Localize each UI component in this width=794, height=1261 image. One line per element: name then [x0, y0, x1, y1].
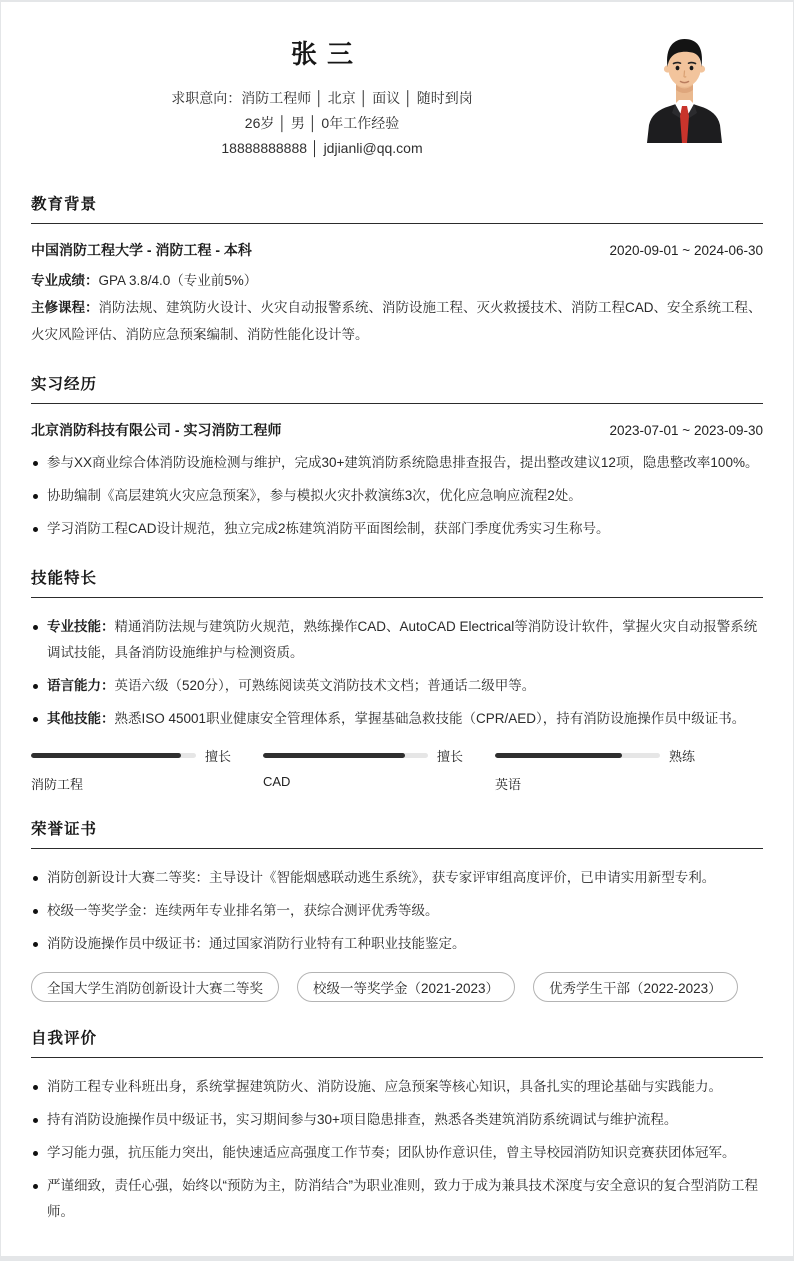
skill-item-label: 语言能力：	[47, 678, 115, 693]
resume-header	[1, 2, 793, 168]
resume-page	[1, 2, 793, 1256]
experience-bullet: 协助编制《高层建筑火灾应急预案》，参与模拟火灾扑救演练3次，优化应急响应流程2处。	[31, 483, 763, 509]
education-head-row	[31, 240, 763, 260]
self-evaluation-bullet-list	[31, 1074, 763, 1225]
honor-pill: 校级一等奖学金（2021-2023）	[297, 972, 515, 1002]
self-evaluation-bullet: 持有消防设施操作员中级证书，实习期间参与30+项目隐患排查，熟悉各类建筑消防系统调试与维护流程。	[31, 1107, 763, 1133]
header-text-block	[31, 34, 613, 160]
experience-head-row	[31, 420, 763, 440]
skill-item	[31, 614, 763, 666]
honor-bullet: 校级一等奖学金：连续两年专业排名第一，获综合测评优秀等级。	[31, 898, 763, 924]
gpa-value: GPA 3.8/4.0（专业前5%）	[98, 273, 258, 288]
skill-item-text: 熟悉ISO 45001职业健康安全管理体系，掌握基础急救技能（CPR/AED），持有消防设施操作员中级证书。	[114, 711, 746, 726]
honors-title: 荣誉证书	[31, 817, 763, 849]
skill-bar-fill	[495, 753, 622, 758]
section-education	[31, 192, 763, 348]
skill-bar-fill	[31, 753, 181, 758]
skill-bar-row	[495, 746, 711, 765]
skill-name: 英语	[495, 777, 522, 792]
experience-bullet: 学习消防工程CAD设计规范，独立完成2栋建筑消防平面图绘制，获部门季度优秀实习生称号。	[31, 516, 763, 542]
skill-bars	[31, 746, 763, 793]
skill-level-label: 擅长	[205, 749, 232, 764]
honor-pill: 全国大学生消防创新设计大赛二等奖	[31, 972, 279, 1002]
skill-item-label: 专业技能：	[47, 619, 115, 634]
skill-item-text: 英语六级（520分），可熟练阅读英文消防技术文档；普通话二级甲等。	[114, 678, 536, 693]
honor-pill: 优秀学生干部（2022-2023）	[533, 972, 738, 1002]
skill-item	[31, 673, 763, 699]
experience-title: 实习经历	[31, 372, 763, 404]
courses-line	[31, 294, 763, 348]
skill-name: CAD	[263, 774, 291, 789]
courses-value: 消防法规、建筑防火设计、火灾自动报警系统、消防设施工程、灭火救援技术、消防工程CAD、安全系统工程、火灾风险评估、消防应急预案编制、消防性能化设计等。	[31, 300, 762, 342]
section-honors	[31, 817, 763, 1002]
self-evaluation-bullet: 严谨细致，责任心强，始终以“预防为主，防消结合”为职业准则，致力于成为兼具技术深度与安全意识的复合型消防工程师。	[31, 1173, 763, 1225]
section-self-evaluation	[31, 1026, 763, 1225]
skill-bar-row	[263, 746, 479, 765]
gpa-line	[31, 267, 763, 294]
skill-bar	[31, 746, 247, 793]
experience-bullet-list	[31, 450, 763, 542]
gpa-label: 专业成绩：	[31, 273, 99, 288]
skill-level-label: 擅长	[437, 749, 464, 764]
school-line: 中国消防工程大学 - 消防工程 - 本科	[31, 242, 252, 258]
skill-bar	[495, 746, 711, 793]
experience-bullet: 参与XX商业综合体消防设施检测与维护，完成30+建筑消防系统隐患排查报告，提出整改建议12项，隐患整改率100%。	[31, 450, 763, 476]
skill-bar-track	[495, 753, 660, 758]
avatar-illustration	[641, 27, 728, 143]
self-evaluation-bullet: 消防工程专业科班出身，系统掌握建筑防火、消防设施、应急预案等核心知识，具备扎实的理论基础与实践能力。	[31, 1074, 763, 1100]
section-skills	[31, 566, 763, 793]
honor-pills	[31, 972, 763, 1002]
education-title: 教育背景	[31, 192, 763, 224]
skill-item	[31, 706, 763, 732]
skills-title: 技能特长	[31, 566, 763, 598]
section-experience	[31, 372, 763, 542]
contact-line: 18888888888 │ jdjianli@qq.com	[221, 140, 423, 156]
job-intent-line: 求职意向：消防工程师 │ 北京 │ 面议 │ 随时到岗	[171, 90, 473, 106]
skill-item-text: 精通消防法规与建筑防火规范，熟练操作CAD、AutoCAD Electrical等消防设计软件，掌握火灾自动报警系统调试技能，具备消防设施维护与检测资质。	[47, 619, 758, 660]
skill-bar	[263, 746, 479, 793]
skills-bullet-list	[31, 614, 763, 732]
company-line: 北京消防科技有限公司 - 实习消防工程师	[31, 422, 282, 438]
self-evaluation-title: 自我评价	[31, 1026, 763, 1058]
skill-bar-row	[31, 746, 247, 765]
courses-label: 主修课程：	[31, 300, 99, 315]
education-date-range: 2020-09-01 ~ 2024-06-30	[609, 243, 763, 258]
profile-photo	[641, 27, 728, 143]
skill-item-label: 其他技能：	[47, 711, 115, 726]
skill-bar-fill	[263, 753, 405, 758]
honor-bullet: 消防设施操作员中级证书：通过国家消防行业特有工种职业技能鉴定。	[31, 931, 763, 957]
honors-bullet-list	[31, 865, 763, 957]
skill-bar-track	[31, 753, 196, 758]
skill-name: 消防工程	[31, 777, 84, 792]
skill-level-label: 熟练	[669, 749, 696, 764]
honor-bullet: 消防创新设计大赛二等奖：主导设计《智能烟感联动逃生系统》，获专家评审组高度评价，已申请实用新型专利。	[31, 865, 763, 891]
candidate-name: 张三	[290, 39, 363, 69]
experience-date-range: 2023-07-01 ~ 2023-09-30	[609, 423, 763, 438]
skill-bar-track	[263, 753, 428, 758]
basic-info-line: 26岁 │ 男 │ 0年工作经验	[244, 115, 400, 131]
self-evaluation-bullet: 学习能力强，抗压能力突出，能快速适应高强度工作节奏；团队协作意识佳，曾主导校园消防知识竞赛获团体冠军。	[31, 1140, 763, 1166]
